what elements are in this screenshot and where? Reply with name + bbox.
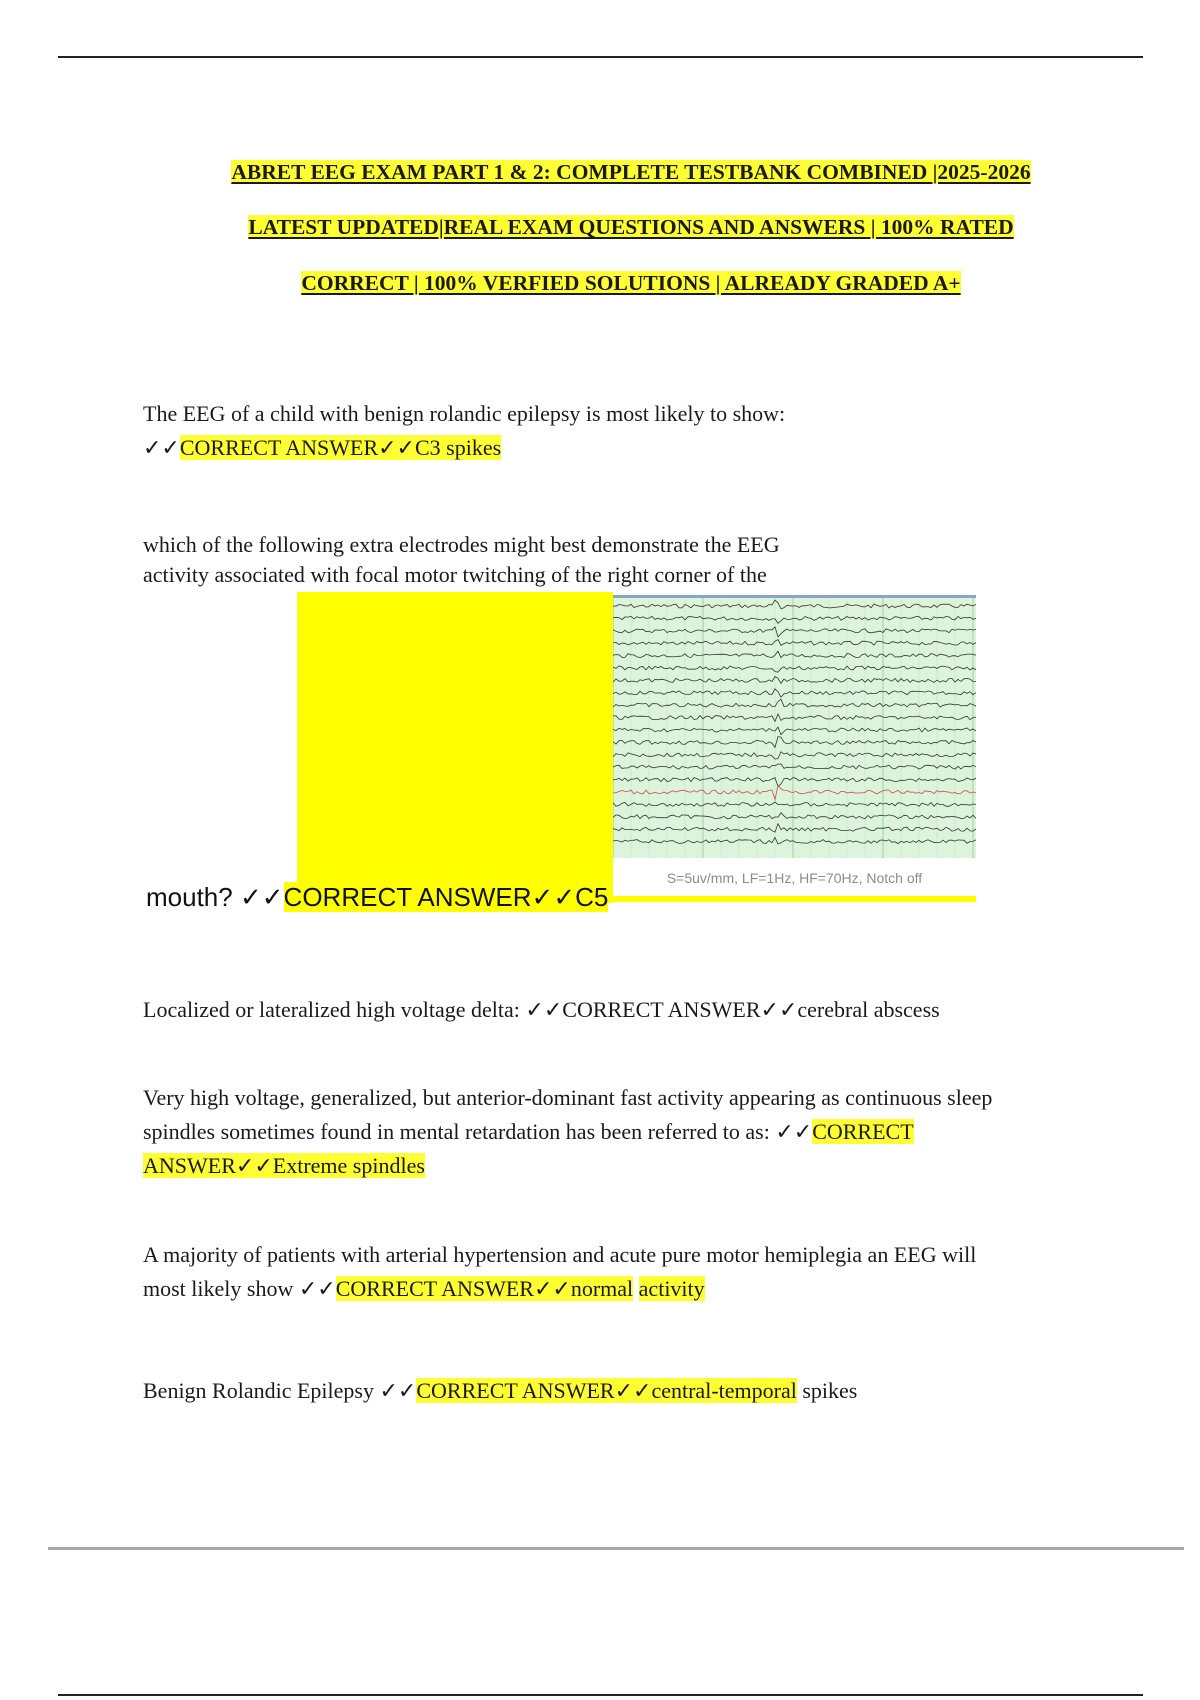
question-2: which of the following extra electrodes might best demonstrate the EEG activity associated with focal motor twitching of the right corner of the bbox=[143, 532, 780, 587]
answer-1: CORRECT ANSWER✓✓C3 spikes bbox=[179, 435, 502, 460]
question-1: The EEG of a child with benign rolandic epilepsy is most likely to show: ✓✓CORRECT ANSWER✓✓C3 spikes bbox=[143, 401, 786, 460]
answer-2: mouth? ✓✓CORRECT ANSWER✓✓C5 bbox=[146, 882, 609, 912]
answer-4: ANSWER✓✓Extreme spindles bbox=[143, 1153, 425, 1178]
question-6: Benign Rolandic Epilepsy ✓✓CORRECT ANSWER✓✓central-temporal spikes bbox=[143, 1378, 858, 1403]
eeg-highlight-underline bbox=[613, 896, 976, 902]
footer-divider bbox=[48, 1547, 1184, 1550]
answer-6: CORRECT ANSWER✓✓central-temporal bbox=[416, 1378, 797, 1403]
eeg-figure bbox=[613, 595, 976, 895]
highlight-block bbox=[297, 592, 613, 903]
question-3: Localized or lateralized high voltage delta: ✓✓CORRECT ANSWER✓✓cerebral abscess bbox=[143, 997, 940, 1022]
title-line-3: CORRECT | 100% VERFIED SOLUTIONS | ALREADY GRADED A+ bbox=[301, 271, 961, 295]
eeg-caption: S=5uv/mm, LF=1Hz, HF=70Hz, Notch off bbox=[666, 870, 923, 886]
bottom-rule bbox=[58, 1694, 1143, 1696]
top-rule bbox=[58, 56, 1143, 58]
title-line-2: LATEST UPDATED|REAL EXAM QUESTIONS AND ANSWERS | 100% RATED bbox=[248, 215, 1014, 239]
answer-5: CORRECT ANSWER✓✓normal bbox=[335, 1276, 634, 1301]
question-5: A majority of patients with arterial hypertension and acute pure motor hemiplegia an EEG will most likely show ✓✓CORRECT ANSWER✓✓normal activity bbox=[143, 1242, 977, 1301]
title-line-1: ABRET EEG EXAM PART 1 & 2: COMPLETE TESTBANK COMBINED |2025-2026 bbox=[231, 160, 1031, 184]
eeg-trace-image bbox=[613, 598, 976, 858]
question-4: Very high voltage, generalized, but anterior-dominant fast activity appearing as continuous sleep spindles sometimes found in mental retardation has been referred to as: ✓✓CORRECT ANSWER✓✓Extreme spindles bbox=[143, 1085, 993, 1178]
